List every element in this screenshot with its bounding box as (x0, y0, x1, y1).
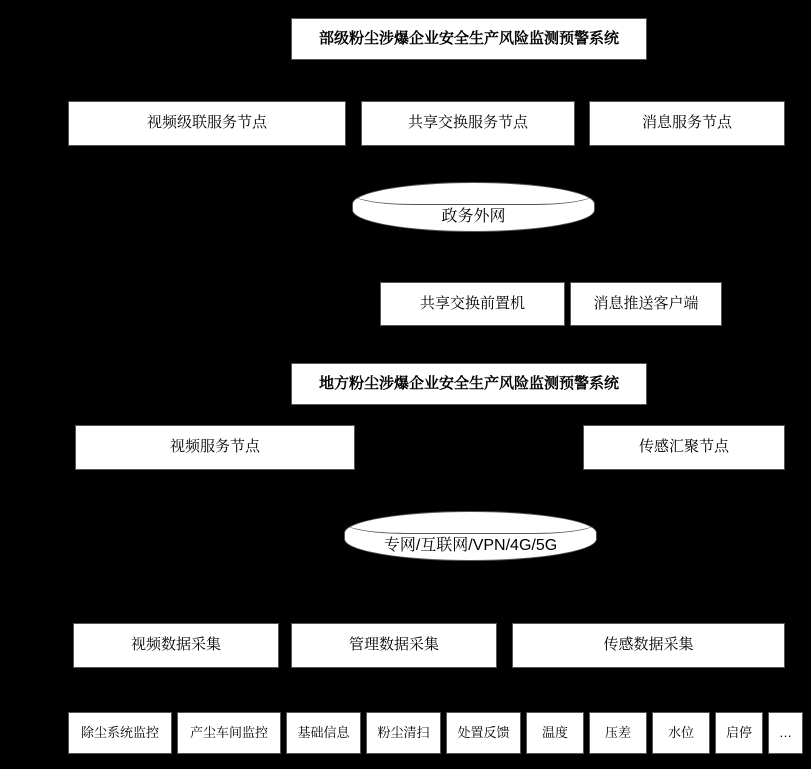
network-government-extranet-label: 政务外网 (441, 207, 506, 225)
node-sensor-data-collection-label: 传感数据采集 (603, 636, 694, 654)
leaf-node-water-level (652, 712, 710, 754)
node-message-service-label: 消息服务节点 (641, 114, 732, 132)
leaf-node-disposal-feedback (446, 712, 521, 754)
node-video-service-label: 视频服务节点 (169, 438, 260, 456)
leaf-node-workshop-monitoring (177, 712, 281, 754)
leaf-node-basic-info-label: 基础信息 (297, 724, 350, 740)
leaf-node-start-stop-label: 启停 (725, 724, 752, 740)
network-access-channels (344, 511, 597, 561)
leaf-node-basic-info (286, 712, 361, 754)
local-system-title (291, 363, 647, 405)
leaf-node-dust-removal-monitoring-label: 除尘系统监控 (80, 724, 159, 740)
network-access-channels-label: 专网/互联网/VPN/4G/5G (383, 536, 558, 554)
node-video-data-collection-label: 视频数据采集 (130, 636, 221, 654)
node-share-exchange-service (361, 101, 575, 146)
ministry-system-title (291, 18, 647, 60)
node-video-cascade-service (68, 101, 346, 146)
ministry-system-title-label: 部级粉尘涉爆企业安全生产风险监测预警系统 (318, 29, 619, 47)
node-management-data-collection (291, 623, 497, 668)
leaf-node-disposal-feedback-label: 处置反馈 (457, 724, 510, 740)
node-sensor-data-collection (512, 623, 785, 668)
leaf-node-temperature-label: 温度 (541, 724, 568, 740)
node-message-push-client-label: 消息推送客户端 (593, 294, 699, 312)
leaf-node-dust-cleaning-label: 粉尘清扫 (377, 724, 430, 740)
node-sensor-aggregation (583, 425, 785, 470)
node-share-exchange-frontend (380, 282, 565, 326)
node-message-service (589, 101, 785, 146)
node-video-service (75, 425, 355, 470)
node-video-cascade-service-label: 视频级联服务节点 (146, 114, 267, 132)
leaf-node-start-stop (715, 712, 763, 754)
node-share-exchange-service-label: 共享交换服务节点 (407, 114, 528, 132)
node-share-exchange-frontend-label: 共享交换前置机 (419, 294, 525, 312)
node-message-push-client (570, 282, 722, 326)
leaf-node-more-label: … (779, 724, 792, 740)
leaf-node-temperature (526, 712, 584, 754)
node-video-data-collection (73, 623, 279, 668)
leaf-node-water-level-label: 水位 (667, 724, 694, 740)
leaf-node-workshop-monitoring-label: 产尘车间监控 (189, 724, 268, 740)
leaf-node-dust-cleaning (366, 712, 441, 754)
node-management-data-collection-label: 管理数据采集 (348, 636, 439, 654)
leaf-node-more (768, 712, 803, 754)
local-system-title-label: 地方粉尘涉爆企业安全生产风险监测预警系统 (318, 374, 619, 392)
network-government-extranet (352, 182, 595, 232)
leaf-node-pressure-difference (589, 712, 647, 754)
node-sensor-aggregation-label: 传感汇聚节点 (638, 438, 729, 456)
leaf-node-pressure-difference-label: 压差 (604, 724, 631, 740)
leaf-node-dust-removal-monitoring (68, 712, 172, 754)
